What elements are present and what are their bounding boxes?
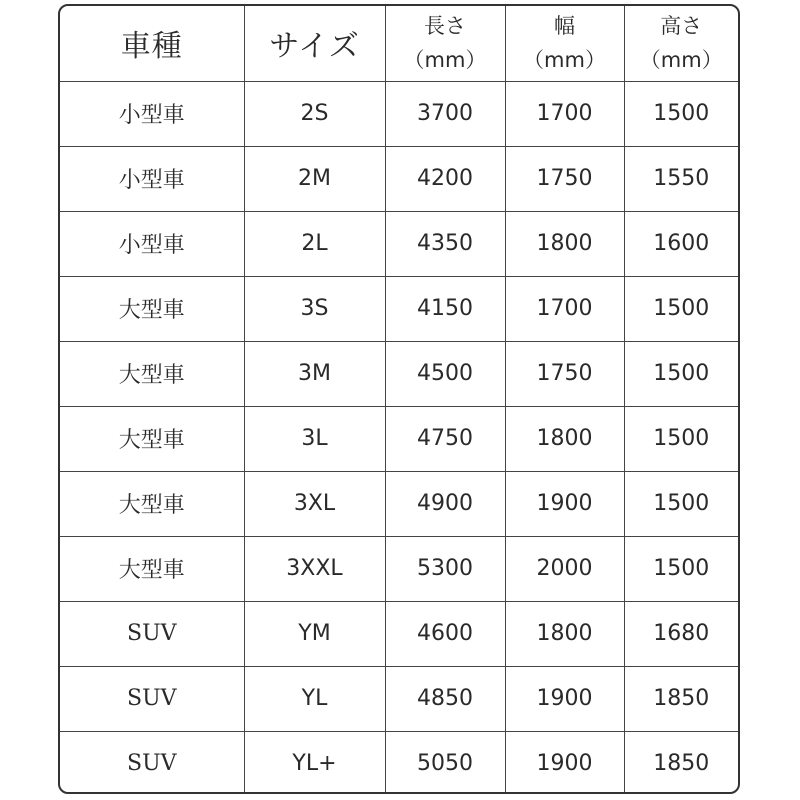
header-length: [385, 6, 505, 81]
cell-size: YL: [244, 666, 385, 731]
header-width-label: 幅: [554, 14, 575, 39]
header-length-unit: （mm）: [403, 48, 487, 73]
cell-width: 1800: [505, 211, 624, 276]
cell-height: 1550: [624, 146, 738, 211]
cell-height: 1500: [624, 471, 738, 536]
cell-height: 1500: [624, 81, 738, 146]
cell-size: 3M: [244, 341, 385, 406]
cell-length: 5050: [385, 731, 505, 794]
cell-vehicle-type: 小型車: [60, 211, 244, 276]
cell-length: 5300: [385, 536, 505, 601]
header-size: サイズ: [244, 6, 385, 81]
table-row: [60, 146, 738, 211]
table-row: [60, 536, 738, 601]
table-row: [60, 731, 738, 794]
header-height: [624, 6, 738, 81]
cell-vehicle-type: 大型車: [60, 406, 244, 471]
cell-width: 1750: [505, 146, 624, 211]
cell-width: 1900: [505, 731, 624, 794]
cell-length: 4150: [385, 276, 505, 341]
cell-size: 2M: [244, 146, 385, 211]
cell-vehicle-type: 大型車: [60, 341, 244, 406]
header-width: [505, 6, 624, 81]
size-chart-frame: [58, 4, 740, 794]
cell-vehicle-type: 小型車: [60, 81, 244, 146]
header-length-label: 長さ: [424, 14, 466, 39]
cell-size: 3S: [244, 276, 385, 341]
cell-height: 1850: [624, 666, 738, 731]
table-row: [60, 341, 738, 406]
cell-length: 3700: [385, 81, 505, 146]
cell-vehicle-type: SUV: [60, 666, 244, 731]
cell-width: 1700: [505, 81, 624, 146]
cell-vehicle-type: 大型車: [60, 536, 244, 601]
cell-width: 1900: [505, 666, 624, 731]
table-row: [60, 666, 738, 731]
cell-width: 2000: [505, 536, 624, 601]
cell-length: 4850: [385, 666, 505, 731]
table-row: [60, 211, 738, 276]
cell-vehicle-type: 小型車: [60, 146, 244, 211]
cell-width: 1700: [505, 276, 624, 341]
cell-height: 1500: [624, 406, 738, 471]
cell-size: 2L: [244, 211, 385, 276]
table-body: [60, 81, 738, 794]
cell-length: 4200: [385, 146, 505, 211]
cell-width: 1900: [505, 471, 624, 536]
table-row: [60, 471, 738, 536]
header-vehicle-type: 車種: [60, 6, 244, 81]
table-row: [60, 601, 738, 666]
cell-size: YM: [244, 601, 385, 666]
cell-height: 1500: [624, 341, 738, 406]
cell-width: 1800: [505, 406, 624, 471]
cell-size: 2S: [244, 81, 385, 146]
table-row: [60, 276, 738, 341]
cell-length: 4350: [385, 211, 505, 276]
cell-height: 1850: [653, 751, 710, 777]
table-row: [60, 406, 738, 471]
cell-vehicle-type: 大型車: [60, 276, 244, 341]
cell-height: 1680: [624, 601, 738, 666]
table-row: [60, 81, 738, 146]
header-row: [60, 6, 738, 81]
cell-size: 3XXL: [244, 536, 385, 601]
cell-size: 3XL: [244, 471, 385, 536]
cell-vehicle-type: SUV: [60, 731, 244, 794]
cell-height: 1500: [624, 536, 738, 601]
cell-length: 4900: [385, 471, 505, 536]
cell-vehicle-type: SUV: [60, 601, 244, 666]
cell-width: 1750: [505, 341, 624, 406]
cell-height: 1500: [624, 276, 738, 341]
cell-height: 1600: [624, 211, 738, 276]
header-height-unit: （mm）: [639, 48, 723, 73]
cell-length: 4500: [385, 341, 505, 406]
cell-size: YL+: [244, 731, 385, 794]
cell-length: 4750: [385, 406, 505, 471]
cell-length: 4600: [385, 601, 505, 666]
header-height-label: 高さ: [660, 14, 703, 39]
size-table: [60, 6, 738, 794]
header-width-unit: （mm）: [523, 48, 606, 73]
cell-width: 1800: [505, 601, 624, 666]
cell-vehicle-type: 大型車: [60, 471, 244, 536]
cell-size: 3L: [244, 406, 385, 471]
